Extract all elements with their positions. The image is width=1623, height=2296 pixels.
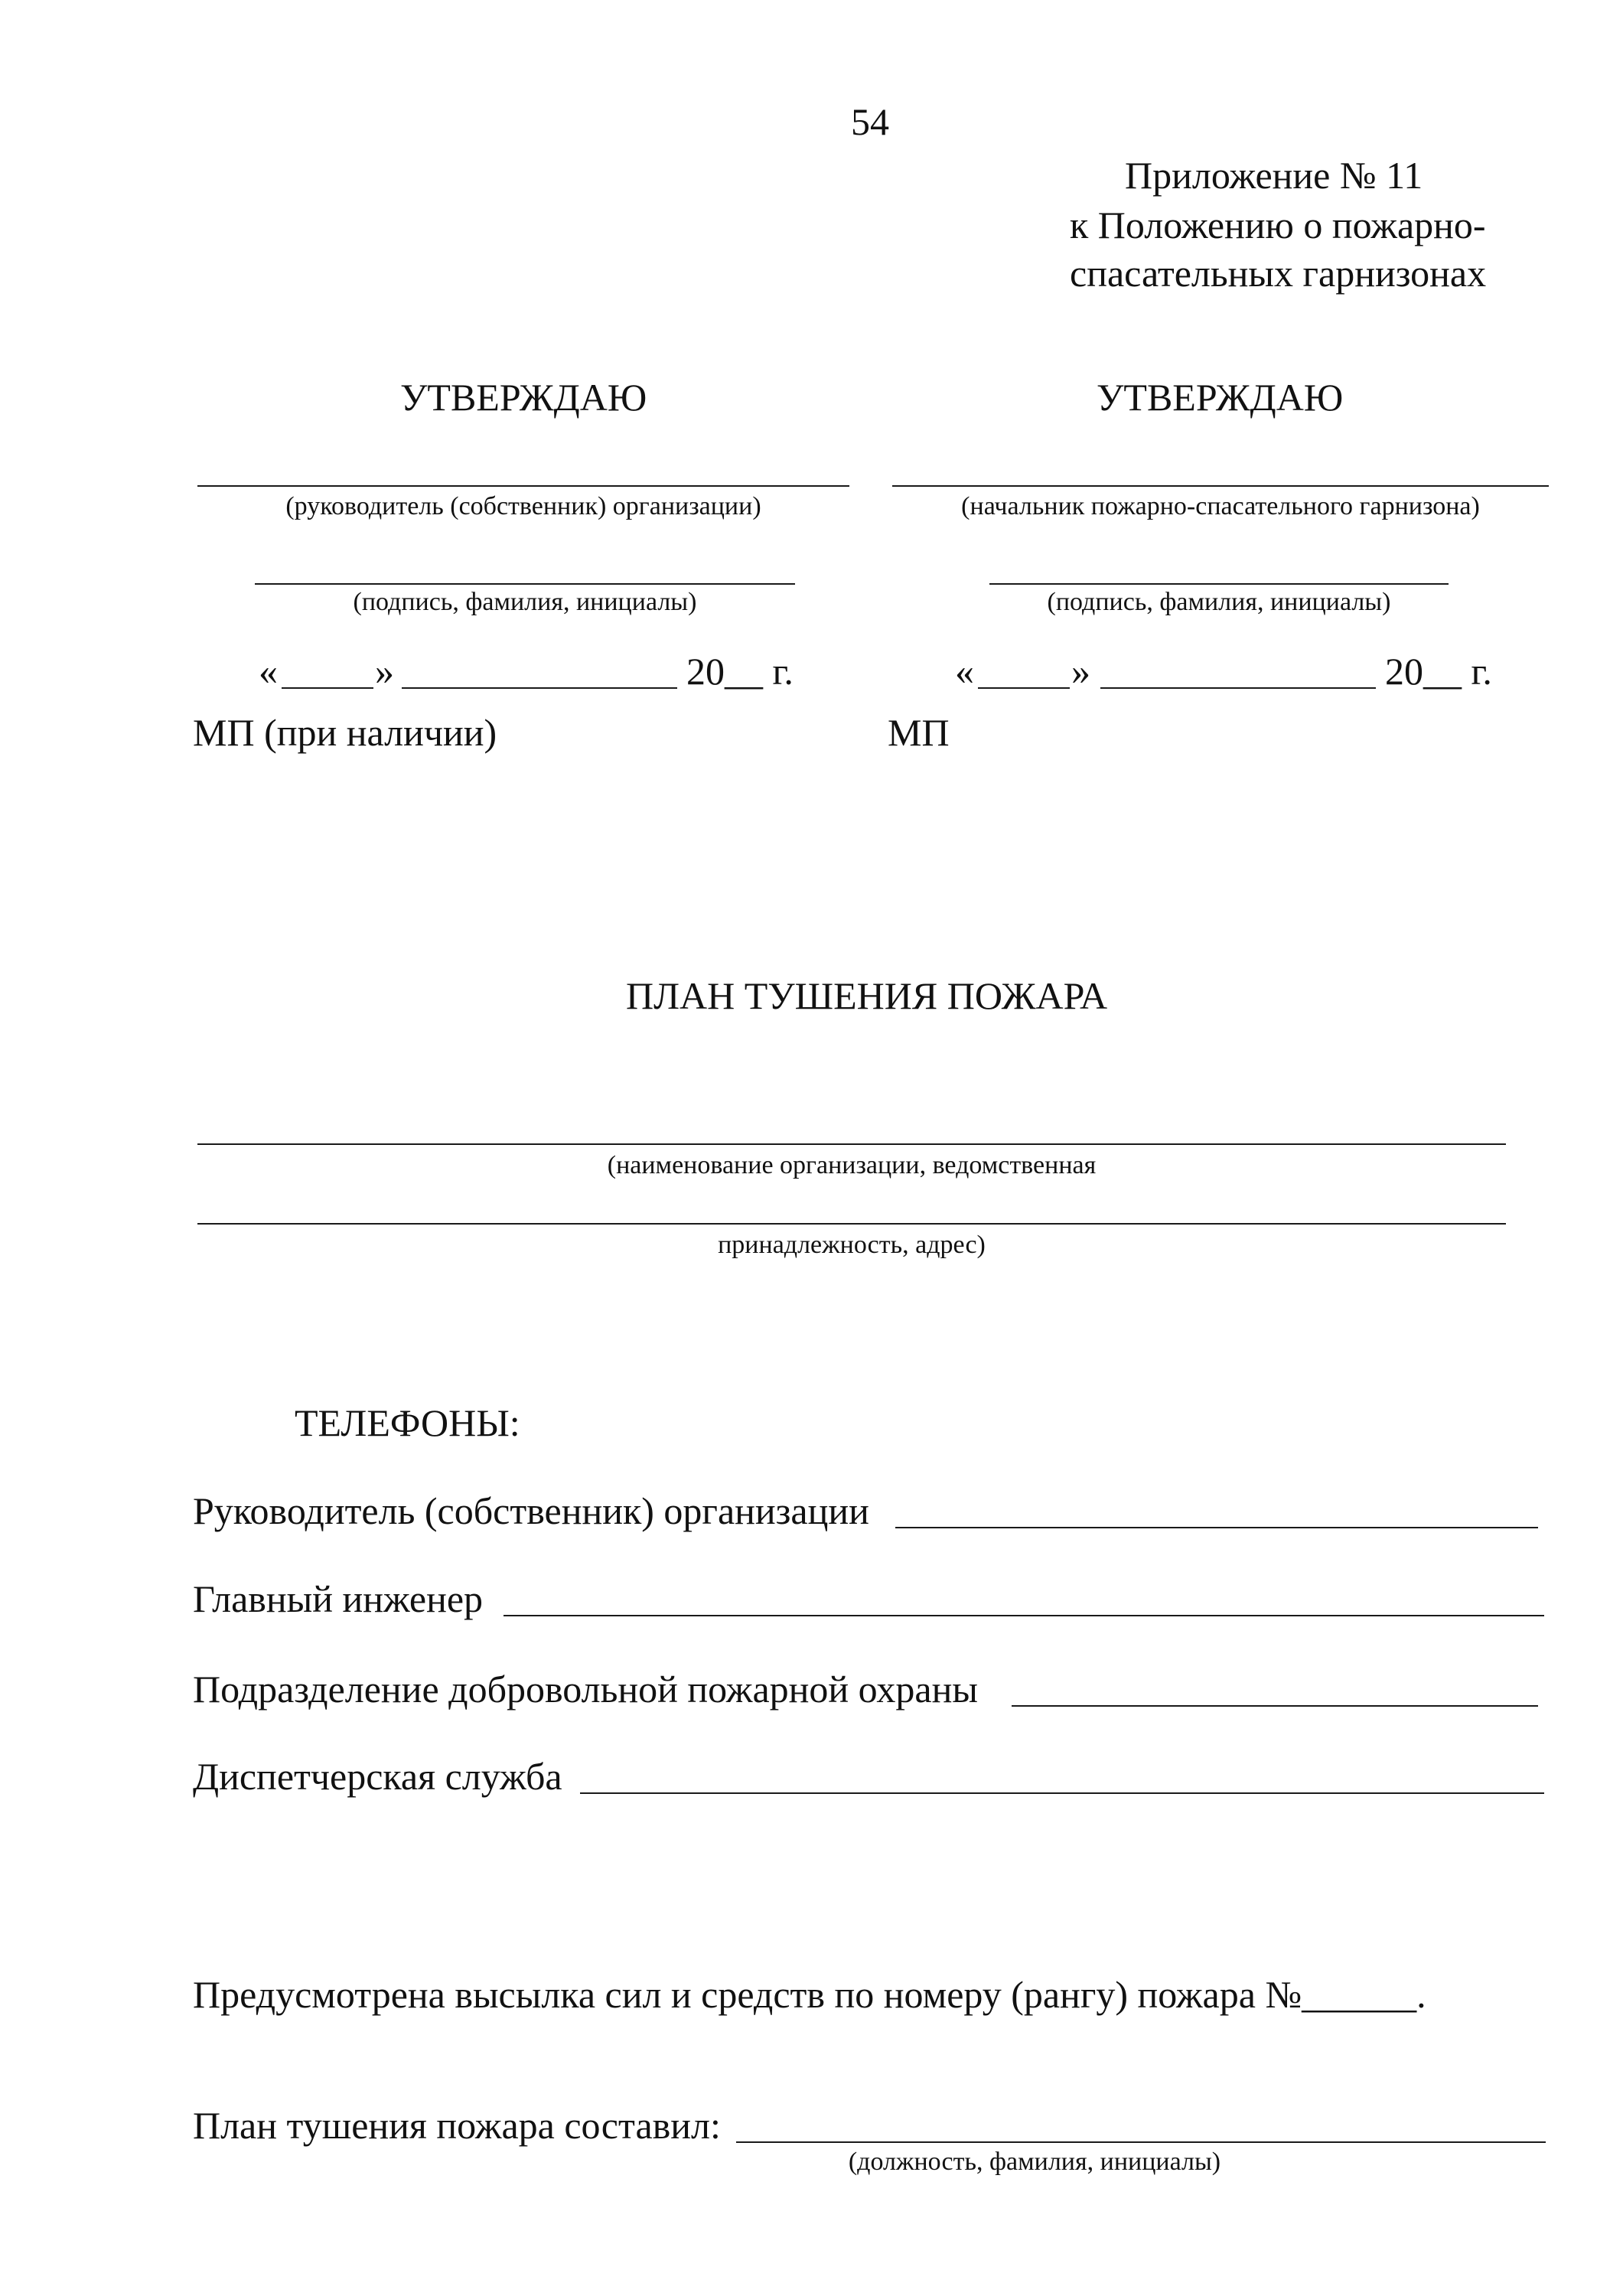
compiled-by-label: План тушения пожара составил: <box>193 2104 721 2147</box>
approval-left-date-close-quote: » <box>375 650 394 693</box>
phone-label-chief-engineer: Главный инженер <box>193 1577 484 1620</box>
phone-line-director <box>895 1527 1538 1528</box>
appendix-number: Приложение № 11 <box>1125 154 1423 197</box>
phone-label-dispatch: Диспетчерская служба <box>193 1755 562 1798</box>
approval-left-day-line <box>282 687 373 689</box>
approval-right-role-line <box>892 485 1549 487</box>
approval-right-signature-line <box>989 583 1449 585</box>
approval-right-date-close-quote: » <box>1071 650 1090 693</box>
appendix-reference-line1: к Положению о пожарно- <box>1070 204 1486 246</box>
phone-line-dispatch <box>580 1792 1544 1794</box>
approval-left-role-line <box>197 485 849 487</box>
phones-heading: ТЕЛЕФОНЫ: <box>295 1401 520 1444</box>
page-number: 54 <box>851 100 889 143</box>
plan-title: ПЛАН ТУШЕНИЯ ПОЖАРА <box>626 974 1108 1017</box>
org-name-line-1 <box>197 1143 1506 1145</box>
approval-right-month-line <box>1100 687 1376 689</box>
approval-left-heading: УТВЕРЖДАЮ <box>400 376 647 419</box>
approval-right-day-line <box>978 687 1070 689</box>
compiled-by-line <box>736 2141 1546 2143</box>
approval-left-role-caption: (руководитель (собственник) организации) <box>285 492 761 520</box>
appendix-reference-line2: спасательных гарнизонах <box>1070 252 1487 295</box>
phone-line-chief-engineer <box>504 1615 1544 1616</box>
approval-left-stamp: МП (при наличии) <box>193 711 497 754</box>
phone-line-volunteer-fire-unit <box>1012 1705 1538 1707</box>
org-caption-line2: принадлежность, адрес) <box>718 1231 986 1259</box>
approval-right-role-caption: (начальник пожарно-спасательного гарнизона) <box>961 492 1480 520</box>
approval-right-heading: УТВЕРЖДАЮ <box>1097 376 1344 419</box>
approval-right-stamp: МП <box>888 711 950 754</box>
phone-label-volunteer-fire-unit: Подразделение добровольной пожарной охраны <box>193 1668 978 1711</box>
approval-right-signature-caption: (подпись, фамилия, инициалы) <box>1047 588 1391 616</box>
compiled-by-caption: (должность, фамилия, инициалы) <box>848 2148 1221 2176</box>
approval-left-month-line <box>402 687 677 689</box>
approval-left-date-open-quote: « <box>259 650 278 693</box>
org-caption-line1: (наименование организации, ведомственная <box>607 1151 1097 1179</box>
approval-left-date-year: 20__ г. <box>686 650 794 693</box>
phone-label-director: Руководитель (собственник) организации <box>193 1489 869 1532</box>
approval-left-signature-line <box>255 583 795 585</box>
org-name-line-2 <box>197 1223 1506 1225</box>
approval-right-date-open-quote: « <box>955 650 974 693</box>
dispatch-text: Предусмотрена высылка сил и средств по номеру (рангу) пожара №______. <box>193 1973 1426 2016</box>
approval-left-signature-caption: (подпись, фамилия, инициалы) <box>353 588 697 616</box>
approval-right-date-year: 20__ г. <box>1385 650 1492 693</box>
